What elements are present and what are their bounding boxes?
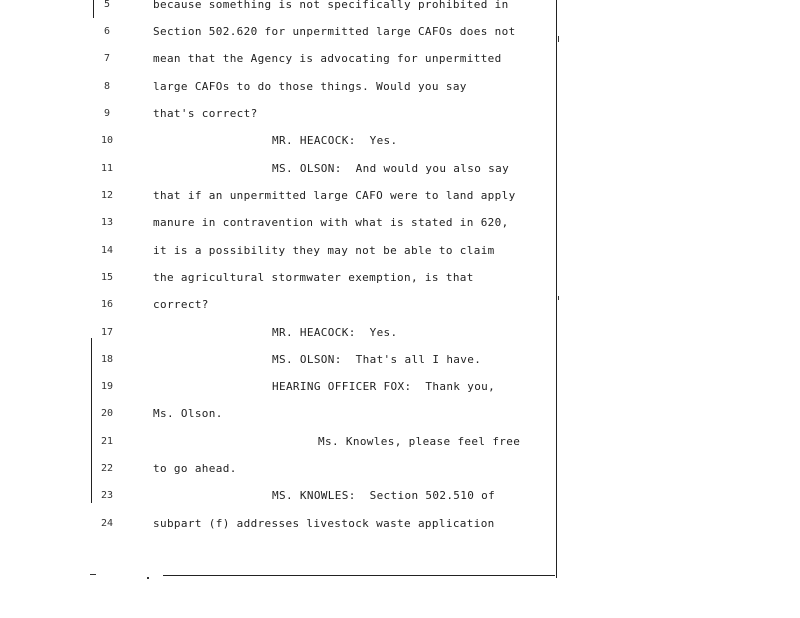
- scan-speck: [147, 577, 149, 579]
- line-text: Ms. Olson.: [153, 407, 223, 420]
- line-number: 8: [103, 81, 111, 92]
- line-text: mean that the Agency is advocating for unpermitted: [153, 52, 502, 65]
- line-number: 11: [100, 163, 114, 174]
- line-number: 22: [100, 463, 114, 474]
- line-number: 10: [100, 135, 114, 146]
- transcript-line: [0, 350, 800, 370]
- line-number: 12: [100, 190, 114, 201]
- transcript-line: [0, 213, 800, 233]
- line-text: manure in contravention with what is stated in 620,: [153, 216, 509, 229]
- line-number: 21: [100, 436, 114, 447]
- line-text: large CAFOs to do those things. Would you say: [153, 80, 467, 93]
- line-number: 18: [100, 354, 114, 365]
- scan-speck: [90, 574, 96, 575]
- transcript-line: [0, 77, 800, 97]
- line-number: 23: [100, 490, 114, 501]
- transcript-line: [0, 22, 800, 42]
- line-number: 6: [103, 26, 111, 37]
- line-text: MS. KNOWLES: Section 502.510 of: [272, 489, 496, 502]
- transcript-line: [0, 432, 800, 452]
- line-text: correct?: [153, 298, 209, 311]
- line-text: that's correct?: [153, 107, 258, 120]
- transcript-line: [0, 323, 800, 343]
- line-number: 15: [100, 272, 114, 283]
- line-text: MS. OLSON: And would you also say: [272, 162, 510, 175]
- transcript-line: [0, 131, 800, 151]
- transcript-line: [0, 49, 800, 69]
- transcript-line: [0, 104, 800, 124]
- transcript-line: [0, 377, 800, 397]
- transcript-line: [0, 0, 800, 15]
- transcript-line: [0, 268, 800, 288]
- line-text: MS. OLSON: That's all I have.: [272, 353, 482, 366]
- transcript-line: [0, 159, 800, 179]
- transcript-line: [0, 459, 800, 479]
- transcript-line: [0, 295, 800, 315]
- line-text: to go ahead.: [153, 462, 237, 475]
- line-text: because something is not specifically prohibited in: [153, 0, 509, 11]
- transcript-line: [0, 404, 800, 424]
- line-text: Ms. Knowles, please feel free: [318, 435, 521, 448]
- transcript-line: [0, 486, 800, 506]
- line-text: it is a possibility they may not be able to claim: [153, 244, 495, 257]
- line-text: HEARING OFFICER FOX: Thank you,: [272, 380, 496, 393]
- line-number: 13: [100, 217, 114, 228]
- line-text: MR. HEACOCK: Yes.: [272, 134, 398, 147]
- line-number: 14: [100, 245, 114, 256]
- line-number: 5: [103, 0, 111, 10]
- line-text: MR. HEACOCK: Yes.: [272, 326, 398, 339]
- line-number: 20: [100, 408, 114, 419]
- line-text: subpart (f) addresses livestock waste application: [153, 517, 495, 530]
- line-number: 16: [100, 299, 114, 310]
- line-text: Section 502.620 for unpermitted large CAFOs does not: [153, 25, 516, 38]
- bottom-border-rule: [163, 575, 555, 576]
- transcript-line: [0, 241, 800, 261]
- line-text: that if an unpermitted large CAFO were to land apply: [153, 189, 516, 202]
- line-number: 17: [100, 327, 114, 338]
- line-number: 7: [103, 53, 111, 64]
- line-number: 9: [103, 108, 111, 119]
- line-number: 24: [100, 518, 114, 529]
- line-text: the agricultural stormwater exemption, is that: [153, 271, 474, 284]
- transcript-line: [0, 186, 800, 206]
- line-number: 19: [100, 381, 114, 392]
- transcript-line: [0, 514, 800, 534]
